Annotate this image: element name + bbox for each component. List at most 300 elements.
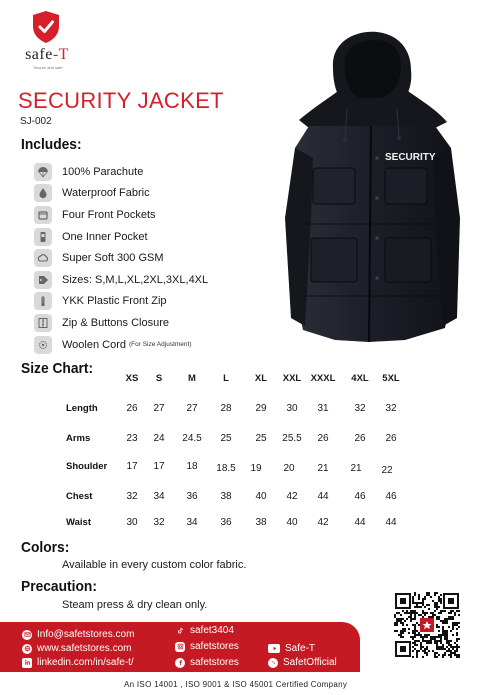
product-code: SJ-002 — [20, 116, 52, 127]
qr-module — [434, 604, 436, 606]
qr-module — [400, 632, 402, 634]
qr-module — [400, 636, 402, 638]
qr-module — [424, 634, 426, 636]
qr-module — [412, 598, 414, 600]
qr-module — [424, 606, 426, 608]
qr-module — [448, 640, 450, 642]
contact-youtube[interactable]: Safe-T — [268, 643, 315, 654]
qr-module — [438, 606, 440, 608]
qr-module — [428, 592, 430, 594]
qr-module — [414, 626, 416, 628]
qr-module — [432, 614, 434, 616]
qr-module — [448, 616, 450, 618]
qr-module — [436, 608, 438, 610]
qr-module — [434, 640, 436, 642]
parachute-icon — [34, 163, 52, 181]
contact-facebook[interactable]: safetstores — [175, 657, 239, 668]
qr-module — [412, 630, 414, 632]
qr-module — [438, 634, 440, 636]
qr-module — [400, 618, 402, 620]
qr-module — [422, 612, 424, 614]
qr-module — [444, 620, 446, 622]
qr-module — [408, 612, 410, 614]
qr-module — [444, 654, 446, 656]
qr-module — [442, 632, 444, 634]
qr-module — [414, 632, 416, 634]
qr-module — [408, 628, 410, 630]
qr-module — [454, 614, 456, 616]
qr-module — [418, 594, 420, 596]
qr-module — [442, 628, 444, 630]
qr-module — [394, 616, 396, 618]
qr-module — [400, 620, 402, 622]
qr-module — [430, 640, 432, 642]
qr-module — [434, 594, 436, 596]
qr-module — [442, 610, 444, 612]
shield-check-icon — [31, 10, 61, 44]
size-header-cell: XL — [254, 373, 268, 384]
qr-module — [412, 642, 414, 644]
contact-whatsapp[interactable]: SafetOfficial — [268, 657, 337, 668]
qr-module — [456, 640, 458, 642]
qr-module — [428, 604, 430, 606]
qr-module — [422, 602, 424, 604]
qr-module — [416, 650, 418, 652]
qr-module — [412, 610, 414, 612]
qr-module — [426, 654, 428, 656]
qr-module — [456, 648, 458, 650]
qr-module — [420, 636, 422, 638]
qr-module — [400, 614, 402, 616]
qr-module — [396, 612, 398, 614]
qr-module — [410, 620, 412, 622]
feature-item: One Inner Pocket — [34, 226, 294, 248]
size-row-chest: Chest 32 34 36 38 40 42 44 46 46 — [66, 491, 397, 502]
qr-module — [456, 654, 458, 656]
qr-module — [422, 600, 424, 602]
qr-module — [420, 642, 422, 644]
qr-module — [458, 654, 460, 656]
button-closure-icon — [34, 314, 52, 332]
qr-module — [440, 640, 442, 642]
qr-module — [402, 618, 404, 620]
qr-module — [448, 654, 450, 656]
qr-module — [394, 630, 396, 632]
qr-module — [456, 610, 458, 612]
qr-module — [446, 632, 448, 634]
qr-module — [434, 654, 436, 656]
qr-module — [454, 654, 456, 656]
qr-module — [422, 656, 424, 658]
qr-module — [456, 656, 458, 658]
qr-module — [446, 640, 448, 642]
qr-module — [404, 630, 406, 632]
qr-module — [428, 634, 430, 636]
qr-module — [402, 610, 404, 612]
qr-module — [442, 646, 444, 648]
qr-module — [416, 656, 418, 658]
qr-module — [402, 632, 404, 634]
linkedin-icon — [22, 658, 32, 668]
qr-module — [394, 624, 396, 626]
qr-module — [446, 638, 448, 640]
qr-module — [436, 656, 438, 658]
qr-module — [444, 638, 446, 640]
qr-module — [422, 598, 424, 600]
qr-module — [414, 594, 416, 596]
qr-module — [450, 646, 452, 648]
qr-module — [430, 612, 432, 614]
qr-module — [414, 602, 416, 604]
qr-module — [442, 620, 444, 622]
qr-module — [458, 656, 460, 658]
qr-module — [414, 610, 416, 612]
qr-module — [430, 638, 432, 640]
qr-module — [452, 618, 454, 620]
qr-module — [446, 636, 448, 638]
globe-icon — [22, 644, 32, 654]
feature-item: Zip & Buttons Closure — [34, 312, 294, 334]
qr-module — [424, 612, 426, 614]
qr-module — [412, 612, 414, 614]
feature-item: Sizes: S,M,L,XL,2XL,3XL,4XL — [34, 269, 294, 291]
qr-module — [444, 622, 446, 624]
cloud-soft-icon — [34, 249, 52, 267]
qr-module — [430, 636, 432, 638]
qr-module — [414, 614, 416, 616]
qr-module — [420, 606, 422, 608]
qr-module — [410, 612, 412, 614]
qr-module — [424, 596, 426, 598]
qr-module — [444, 636, 446, 638]
youtube-icon — [268, 644, 280, 653]
qr-module — [438, 596, 440, 598]
precaution-text: Steam press & dry clean only. — [62, 599, 208, 611]
qr-module — [418, 606, 420, 608]
qr-module — [434, 656, 436, 658]
features-list — [34, 161, 294, 355]
qr-module — [450, 644, 452, 646]
iso-certification: An ISO 14001 , ISO 9001 & ISO 45001 Certified Company — [124, 680, 348, 689]
qr-module — [412, 624, 414, 626]
qr-module — [418, 650, 420, 652]
size-row-length: Length 26 27 27 28 29 30 31 32 32 — [66, 403, 397, 414]
qr-module — [414, 612, 416, 614]
qr-module — [412, 600, 414, 602]
qr-module — [444, 648, 446, 650]
qr-module — [406, 624, 408, 626]
qr-module — [458, 622, 460, 624]
qr-module — [438, 612, 440, 614]
qr-module — [400, 634, 402, 636]
qr-module — [434, 636, 436, 638]
qr-module — [404, 628, 406, 630]
qr-module — [412, 646, 414, 648]
size-header-cell: 4XL — [351, 373, 369, 384]
qr-module — [450, 652, 452, 654]
qr-module — [436, 640, 438, 642]
qr-module — [422, 610, 424, 612]
qr-module — [448, 626, 450, 628]
pocket-icon — [34, 206, 52, 224]
qr-module — [446, 622, 448, 624]
qr-module — [434, 592, 436, 594]
inner-pocket-icon — [34, 228, 52, 246]
qr-module — [438, 654, 440, 656]
qr-module — [428, 650, 430, 652]
qr-module — [440, 634, 442, 636]
qr-module — [436, 604, 438, 606]
qr-module — [426, 648, 428, 650]
qr-module — [442, 630, 444, 632]
size-chart-heading: Size Chart: — [21, 360, 94, 377]
qr-module — [456, 622, 458, 624]
qr-module — [436, 646, 438, 648]
qr-module — [446, 650, 448, 652]
qr-module — [444, 652, 446, 654]
qr-module — [442, 622, 444, 624]
qr-module — [416, 634, 418, 636]
qr-module — [434, 642, 436, 644]
qr-module — [398, 620, 400, 622]
qr-module — [458, 626, 460, 628]
jacket-security-print: SECURITY — [385, 152, 436, 163]
size-header-cell: S — [155, 373, 163, 384]
qr-module — [436, 652, 438, 654]
qr-module — [396, 618, 398, 620]
qr-module — [416, 622, 418, 624]
qr-module — [446, 630, 448, 632]
qr-module — [412, 638, 414, 640]
qr-module — [454, 624, 456, 626]
qr-module — [420, 646, 422, 648]
qr-module — [422, 604, 424, 606]
qr-module — [426, 634, 428, 636]
brand-tagline: Secure and safe — [33, 65, 63, 70]
qr-module — [452, 622, 454, 624]
qr-module — [440, 610, 442, 612]
qr-module — [450, 654, 452, 656]
qr-module — [442, 634, 444, 636]
qr-module — [412, 602, 414, 604]
qr-module — [402, 622, 404, 624]
qr-module — [394, 622, 396, 624]
qr-module — [436, 602, 438, 604]
qr-module — [446, 642, 448, 644]
size-row-arms: Arms 23 24 24.5 25 25 25.5 26 26 26 — [66, 433, 397, 444]
qr-module — [450, 616, 452, 618]
contact-tiktok[interactable]: safet3404 — [175, 625, 234, 636]
precaution-heading: Precaution: — [21, 578, 97, 595]
qr-module — [438, 598, 440, 600]
qr-module — [428, 642, 430, 644]
qr-module — [452, 610, 454, 612]
qr-module — [426, 652, 428, 654]
qr-module — [412, 618, 414, 620]
qr-module — [416, 612, 418, 614]
qr-module — [410, 614, 412, 616]
qr-module — [404, 612, 406, 614]
qr-module — [442, 654, 444, 656]
size-header-cell: XXL — [282, 373, 302, 384]
size-tag-icon — [34, 271, 52, 289]
qr-module — [444, 610, 446, 612]
size-header-row — [60, 373, 410, 389]
qr-module — [450, 630, 452, 632]
qr-module — [440, 646, 442, 648]
qr-module — [430, 596, 432, 598]
qr-module — [454, 652, 456, 654]
qr-module — [426, 636, 428, 638]
qr-module — [430, 642, 432, 644]
qr-module — [422, 638, 424, 640]
qr-module — [416, 604, 418, 606]
qr-module — [396, 630, 398, 632]
qr-module — [428, 640, 430, 642]
qr-module — [410, 616, 412, 618]
qr-module — [450, 618, 452, 620]
qr-module — [396, 620, 398, 622]
feature-item: Woolen Cord (For Size Adjustment) — [34, 334, 294, 356]
qr-module — [406, 618, 408, 620]
qr-module — [414, 648, 416, 650]
qr-module — [452, 646, 454, 648]
qr-module — [434, 606, 436, 608]
qr-module — [436, 592, 438, 594]
qr-module — [428, 616, 430, 618]
size-header-cell: XXXL — [310, 373, 336, 384]
feature-item: Waterproof Fabric — [34, 183, 294, 205]
qr-module — [440, 600, 442, 602]
contact-linkedin[interactable]: linkedin.com/in/safe-t/ — [22, 657, 134, 668]
contact-website[interactable]: www.safetstores.com — [22, 643, 131, 654]
qr-module — [424, 636, 426, 638]
qr-module — [424, 614, 426, 616]
qr-module — [444, 632, 446, 634]
qr-module — [438, 626, 440, 628]
qr-module — [456, 650, 458, 652]
qr-module — [420, 644, 422, 646]
qr-module — [438, 640, 440, 642]
qr-module — [414, 628, 416, 630]
qr-module — [426, 612, 428, 614]
jacket-image — [285, 28, 460, 348]
brand-name: safe-T — [25, 46, 69, 63]
qr-module — [426, 646, 428, 648]
qr-module — [436, 616, 438, 618]
qr-module — [414, 618, 416, 620]
qr-module — [434, 652, 436, 654]
qr-module — [418, 632, 420, 634]
qr-module — [424, 650, 426, 652]
includes-heading: Includes: — [21, 136, 82, 153]
qr-module — [412, 656, 414, 658]
qr-module — [440, 594, 442, 596]
qr-module — [454, 650, 456, 652]
qr-module — [438, 600, 440, 602]
qr-module — [436, 606, 438, 608]
qr-module — [400, 630, 402, 632]
qr-module — [402, 624, 404, 626]
qr-module — [414, 624, 416, 626]
qr-module — [438, 618, 440, 620]
qr-module — [450, 650, 452, 652]
qr-module — [448, 644, 450, 646]
qr-module — [426, 592, 428, 594]
feature-note: (For Size Adjustment) — [129, 341, 192, 349]
qr-module — [406, 612, 408, 614]
qr-module — [396, 622, 398, 624]
qr-module — [410, 610, 412, 612]
qr-module — [452, 624, 454, 626]
qr-module — [404, 620, 406, 622]
qr-module — [444, 618, 446, 620]
qr-module — [434, 638, 436, 640]
qr-module — [416, 630, 418, 632]
qr-module — [448, 618, 450, 620]
qr-module — [414, 592, 416, 594]
contact-instagram[interactable]: safetstores — [175, 641, 239, 652]
qr-module — [436, 648, 438, 650]
tiktok-icon — [175, 626, 185, 636]
qr-module — [434, 602, 436, 604]
qr-module — [418, 596, 420, 598]
qr-module — [434, 610, 436, 612]
qr-module — [436, 636, 438, 638]
qr-module — [418, 598, 420, 600]
qr-module — [440, 642, 442, 644]
qr-module — [442, 648, 444, 650]
qr-module — [438, 616, 440, 618]
qr-module — [440, 648, 442, 650]
qr-module — [424, 598, 426, 600]
qr-module — [416, 654, 418, 656]
qr-module — [436, 626, 438, 628]
qr-module — [412, 632, 414, 634]
qr-module — [432, 636, 434, 638]
qr-module — [450, 612, 452, 614]
contact-email[interactable]: Info@safetstores.com — [22, 629, 134, 640]
qr-module — [422, 640, 424, 642]
qr-module — [428, 608, 430, 610]
qr-module — [436, 642, 438, 644]
qr-module — [418, 602, 420, 604]
qr-module — [424, 652, 426, 654]
qr-module — [396, 624, 398, 626]
qr-module — [436, 644, 438, 646]
qr-module — [440, 602, 442, 604]
qr-module — [456, 638, 458, 640]
qr-module — [412, 650, 414, 652]
size-header-cell: XS — [125, 373, 139, 384]
qr-module — [398, 618, 400, 620]
qr-module — [442, 644, 444, 646]
qr-module — [452, 648, 454, 650]
qr-module — [426, 642, 428, 644]
qr-module — [444, 634, 446, 636]
qr-module — [456, 632, 458, 634]
qr-module — [458, 614, 460, 616]
qr-module — [458, 646, 460, 648]
qr-module — [456, 644, 458, 646]
qr-module — [432, 600, 434, 602]
qr-module — [420, 614, 422, 616]
qr-module — [412, 636, 414, 638]
qr-module — [450, 610, 452, 612]
qr-module — [426, 594, 428, 596]
qr-module — [436, 624, 438, 626]
qr-module — [410, 618, 412, 620]
